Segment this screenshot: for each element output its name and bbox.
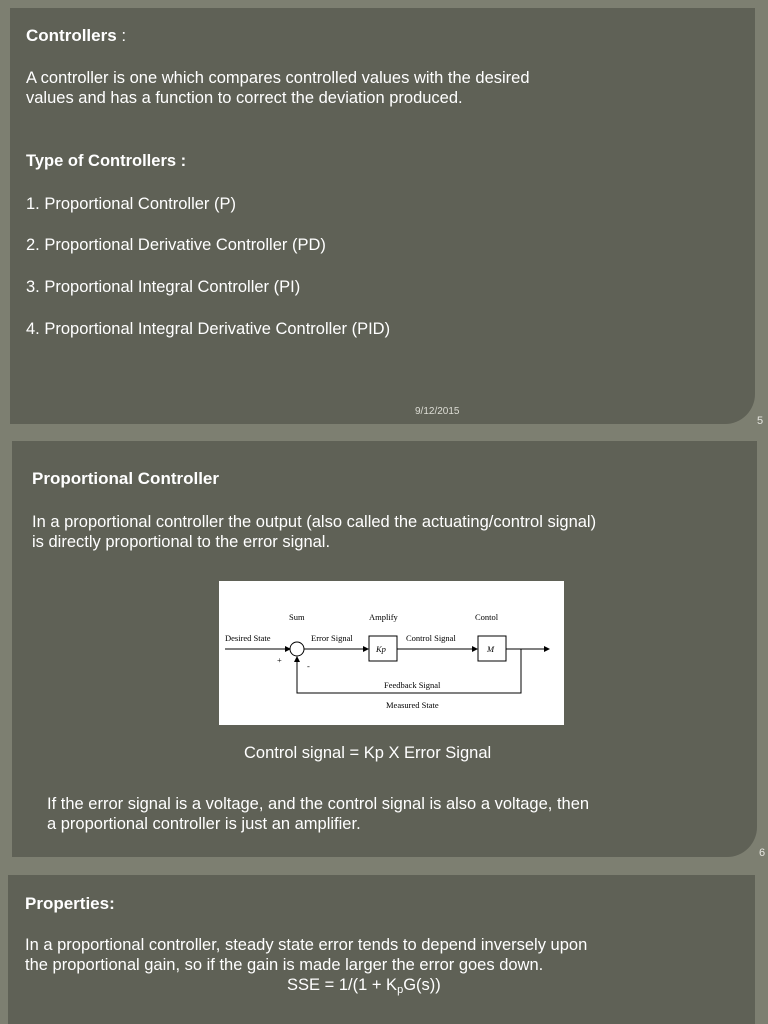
desired-state-label: Desired State	[225, 633, 271, 643]
block-diagram-svg	[219, 581, 564, 725]
intro-line: is directly proportional to the error signal.	[32, 533, 331, 551]
intro-paragraph	[32, 512, 732, 552]
sse-formula	[287, 976, 441, 996]
list-item: 4. Proportional Integral Derivative Controller (PID)	[26, 320, 391, 338]
list-item: 3. Proportional Integral Controller (PI)	[26, 278, 301, 296]
intro-line: In a proportional controller the output (also called the actuating/control signal)	[32, 513, 597, 531]
slide-title	[26, 26, 126, 46]
sse-formula-suffix: G(s))	[403, 976, 441, 994]
sum-label: Sum	[289, 612, 305, 622]
properties-line: the proportional gain, so if the gain is made larger the error goes down.	[25, 956, 544, 974]
slide-title-text: Controllers	[26, 26, 117, 45]
properties-paragraph	[25, 935, 745, 975]
note-line: If the error signal is a voltage, and the control signal is also a voltage, then	[47, 795, 590, 813]
intro-paragraph	[26, 68, 726, 108]
minus-sign: -	[307, 661, 310, 671]
list-item: 1. Proportional Controller (P)	[26, 195, 237, 213]
slide-number: 6	[759, 847, 766, 859]
control-signal-label: Control Signal	[406, 633, 456, 643]
slide-controllers	[0, 0, 768, 432]
amplifier-note	[47, 794, 747, 834]
measured-state-label: Measured State	[386, 700, 439, 710]
slide-number: 5	[757, 415, 764, 427]
kp-block-label: Kp	[376, 644, 386, 654]
plus-sign: +	[277, 655, 282, 665]
feedback-signal-label: Feedback Signal	[384, 680, 441, 690]
amplify-label: Amplify	[369, 612, 398, 622]
properties-line: In a proportional controller, steady state error tends to depend inversely upon	[25, 936, 588, 954]
note-line: a proportional controller is just an amplifier.	[47, 815, 361, 833]
slide-proportional-controller	[0, 432, 768, 866]
control-label: Contol	[475, 612, 499, 622]
slide-title-suffix: :	[116, 26, 127, 45]
types-heading: Type of Controllers :	[26, 152, 187, 170]
intro-line: values and has a function to correct the deviation produced.	[26, 89, 463, 107]
m-block-label: M	[487, 644, 495, 654]
slide-title: Proportional Controller	[32, 469, 219, 488]
sse-formula-subscript: p	[397, 984, 404, 996]
intro-line: A controller is one which compares controlled values with the desired	[26, 69, 530, 87]
block-diagram	[219, 581, 564, 725]
slide-title: Properties:	[25, 894, 115, 913]
control-signal-equation: Control signal = Kp X Error Signal	[244, 744, 492, 762]
slide-properties	[0, 866, 768, 1024]
error-signal-label: Error Signal	[311, 633, 353, 643]
list-item: 2. Proportional Derivative Controller (PD)	[26, 236, 326, 254]
slide-date: 9/12/2015	[415, 406, 460, 417]
summing-junction	[290, 642, 304, 656]
sse-formula-prefix: SSE = 1/(1 + K	[287, 976, 398, 994]
